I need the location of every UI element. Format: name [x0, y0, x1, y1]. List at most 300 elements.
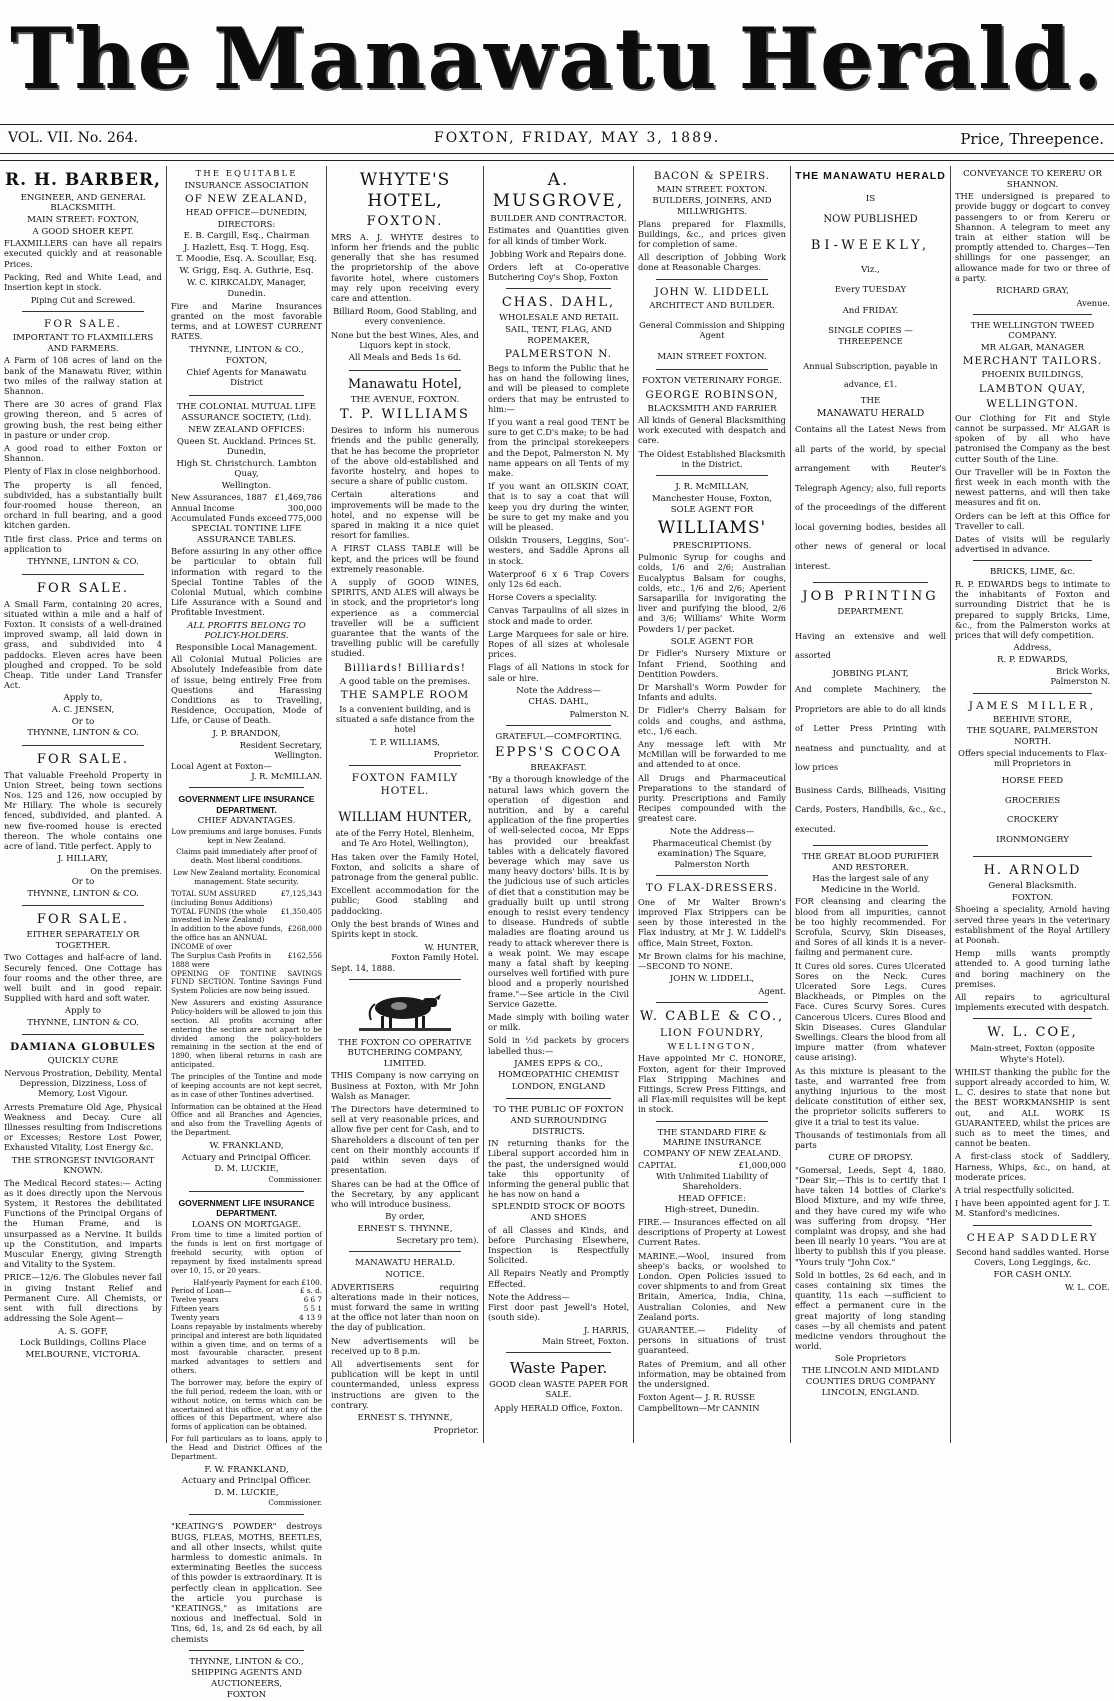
advert-address: PHOENIX BUILDINGS,: [981, 370, 1084, 381]
advert-title: OF NEW ZEALAND,: [185, 193, 308, 206]
colonial-mutual-advert: [171, 402, 322, 781]
advert-subtitle: CHIEF ADVANTAGES.: [197, 816, 296, 827]
spacer: [795, 297, 946, 305]
advert-signature: J. HILLARY,: [57, 854, 109, 865]
advert-text: Rates of Premium, and all other information, may be obtained from the undersigned.: [638, 1358, 786, 1390]
advert-signature: D. M. LUCKIE,: [214, 1487, 279, 1498]
advert-address: MAIN STREET FOXTON.: [657, 352, 767, 363]
advert-text: The property is all fenced, subdivided, has a substantially built four-roomed house thereon, an orchard in full bearing, and a good kitchen garden.: [4, 479, 162, 531]
advert-title: A. MUSGROVE,: [492, 170, 625, 211]
advert-signature-town: LONDON, ENGLAND: [511, 1081, 606, 1092]
advert-signature-role: Agent.: [758, 985, 786, 996]
advert-signature-role: Secretary pro tem).: [396, 1235, 479, 1246]
advert-title: R. H. BARBER,: [5, 170, 161, 190]
advert-text: FLAXMILLERS can have all repairs executed quickly and at reasonable Prices.: [4, 238, 162, 269]
advert-text: Contains all the Latest News from all parts of the world, by special arrangement with Reuter's Telegraph Agency; also, full reports of the proceedings of the different local governing bodies, besides all other news of general or local interest.: [795, 424, 946, 571]
advert-title: INSURANCE ASSOCIATION: [184, 180, 309, 191]
advert-text: New Assurers and existing Assurance Policy-holders will be allowed to join this section. All profits accruing after entering the section are not apart to be divided among the policy-holders remaining in the section at the end of 1890, when liberal returns in cash are anticipated.: [171, 998, 322, 1070]
advert-subtitle: EITHER SEPARATELY OR TOGETHER.: [26, 930, 140, 951]
advert-text: Shares can be had at the Office of the Secretary, by any applicant who will introduce business.: [331, 1178, 479, 1209]
table-cell: 5 5 1: [303, 1304, 322, 1314]
advert-list-item: HORSE FEED: [1001, 775, 1064, 786]
advert-signature: THYNNE, LINTON & CO.,: [189, 344, 304, 355]
advert-text: SINGLE COPIES — THREEPENCE: [828, 326, 913, 347]
stat-value: 300,000: [287, 502, 322, 513]
advert-title: J. R. McMILLAN,: [675, 482, 749, 493]
foxton-family-hotel-advert: [331, 772, 479, 972]
advert-subtitle: BEEHIVE STORE,: [992, 714, 1073, 725]
advert-text: Sold in ½d packets by grocers labelled thus:—: [488, 1035, 629, 1056]
spacer: [795, 185, 946, 193]
table-header: Half-yearly Payment for each £100.: [193, 1277, 322, 1287]
advert-signature-role: Foxton Family Hotel.: [391, 952, 479, 963]
advert-text: "By a thorough knowledge of the natural laws which govern the operation of digestion and nutrition, and by a careful application of the fine properties of well-selected cocoa, Mr Epps has provided our breakfast tables with a delicately flavored beverage which may save us many heavy doctors' bills. It is by the judicious use of such articles of diet that a constitution may be gradually built up until strong enough to resist every tendency to disease. Hundreds of subtle maladies are floating around us ready to attack wherever there is a weak point. We may escape many a fatal shaft by keeping ourselves well fortified with pure blood and a properly nourished frame."—See article in the Civil Service Gazette.: [488, 774, 629, 1009]
advert-title: THE EQUITABLE: [195, 169, 298, 179]
separator: [506, 725, 611, 726]
advert-text: Before assuring in any other office be particular to obtain full information with regard to the Special Tontine Tables of the Colonial Mutual, which combine Life Assurance with a Sound and Profitable Investment.: [171, 546, 322, 618]
advert-title: FOR SALE.: [44, 318, 122, 331]
separator: [506, 1352, 611, 1353]
advert-address: THE AVENUE, FOXTON.: [350, 394, 460, 405]
advert-title: FOXTON FAMILY HOTEL.: [351, 772, 459, 798]
advert-text: Oilskin Trousers, Leggins, Sou'-westers, and Saddle Aprons all in stock.: [488, 535, 629, 566]
advert-text: Orders left at Co-operative Butchering Coy's Shop, Foxton: [488, 261, 629, 283]
advert-signature: THYNNE, LINTON & CO.: [27, 728, 139, 739]
james-miller-advert: [955, 700, 1110, 851]
advert-subtitle: THE SAMPLE ROOM: [340, 689, 470, 702]
advert-text: PRICE—12/6. The Globules never fail in giving Instant Relief and Permanent Cure. All Chemists, or sent with full directions by addressing the Sole Agent—: [4, 1272, 162, 1324]
advert-text: All Meals and Beds 1s 6d.: [348, 353, 462, 364]
advert-signature-address: Main Street, Foxton.: [542, 1335, 629, 1346]
advert-subtitle: SPLENDID STOCK OF BOOTS AND SHOES: [491, 1202, 626, 1223]
advert-text: A Small Farm, containing 20 acres, situated within a mile and a half of Foxton. It consists of a well-drained improved swamp, all laid down in grass, and subdivided into 4 paddocks. Eleven acres have been ploughed and cropped. To be sold Cheap. Title under Land Transfer Act.: [4, 598, 162, 691]
advert-subtitle: BI-WEEKLY,: [810, 237, 931, 253]
spacer: [638, 343, 786, 351]
dateline: [0, 128, 1114, 150]
advert-office: Queen St. Auckland. Princes St. Dunedin,: [176, 436, 317, 458]
advert-text: Information can be obtained at the Head Office and all Branches and Agencies, and also from the Travelling Agents of the Department.: [171, 1101, 322, 1138]
table-cell: 4 13 9: [299, 1313, 322, 1323]
advert-text: of all Classes and Kinds, and before Purchasing Elsewhere, Inspection is Respectfully Solicited.: [488, 1224, 629, 1266]
advert-text: Packing, Red and White Lead, and Insertion kept in stock.: [4, 271, 162, 292]
herald-publication-advert: [795, 170, 946, 576]
advert-text: The Oldest Established Blacksmith in the District.: [638, 448, 786, 469]
small-farm-advert: [4, 581, 162, 739]
spacer: [795, 205, 946, 213]
advert-subtitle: ARCHITECT AND BUILDER.: [649, 300, 775, 311]
issue-date: FOXTON, FRIDAY, MAY 3, 1889.: [434, 130, 721, 146]
separator: [189, 1650, 304, 1651]
stat-value: £1,350,405: [280, 906, 322, 916]
separator: [813, 845, 928, 846]
bacon-speirs-advert: [638, 170, 786, 273]
advert-text: Our Clothing for Fit and Style cannot be surpassed. Mr ALGAR is spoken of by all who have patronised the Company as the best cutter South of the Line.: [955, 412, 1110, 464]
advert-text: Dr Fidler's Cherry Balsam for colds and coughs, and asthma, etc., 1/6 each.: [638, 705, 786, 736]
advert-or: Or to: [71, 877, 95, 888]
stat-row: [171, 952, 322, 970]
wellington-tweed-advert: [955, 321, 1110, 555]
stat-label: TOTAL SUM ASSURED (including Bonus Additions): [171, 888, 273, 907]
advert-signature-role: Commissioner.: [268, 1498, 322, 1508]
separator: [22, 1034, 144, 1035]
advert-text: A FIRST CLASS TABLE will be kept, and the prices will be found extremely reasonable.: [331, 543, 479, 574]
advert-text: Offers special inducements to Flax-mill Proprietors in: [958, 748, 1107, 769]
advert-text: The Medical Record states:— Acting as it does directly upon the Nervous System, it Restores the debilitated Functions of the Principal Organs of the Human Frame, and is unsurpassed as a Nervine. It builds up the Constitution, and imparts Muscular Energy, giving Strength and Vitality to the System.: [4, 1177, 162, 1270]
separator: [656, 1121, 768, 1122]
advert-text: Only the best brands of Wines and Spirits kept in stock.: [331, 918, 479, 939]
advert-address: THE SQUARE, PALMERSTON NORTH.: [966, 726, 1099, 747]
advert-text: Plenty of Flax in close neighborhood.: [4, 466, 161, 477]
stat-label: TOTAL FUNDS (the whole invested in New Zealand): [171, 906, 268, 925]
advert-text: OPENING OF TONTINE SAVINGS FUND SECTION. Tontine Savings Fund System Policies are now being issued.: [171, 968, 322, 996]
masthead-rule: [0, 124, 1114, 125]
keatings-powder-advert: [171, 1521, 322, 1643]
stat-value: £7,125,343: [280, 888, 322, 898]
advert-subtitle: General Blacksmith.: [988, 881, 1077, 892]
cow-engraving-icon: [359, 986, 451, 1034]
advert-title: TO THE PUBLIC OF FOXTON AND SURROUNDING DISTRICTS.: [493, 1105, 624, 1137]
advert-signature-role: Proprietor.: [433, 1424, 479, 1435]
advert-text: All advertisements sent for publication will be kept in until countermanded, unless express instructions are given to the contrary.: [331, 1358, 479, 1410]
advert-text: And complete Machinery, the Proprietors are able to do all kinds of Letter Press Printing with neatness and punctuality, and at low prices: [795, 684, 946, 773]
separator: [22, 311, 144, 312]
advert-subtitle: NOTICE.: [385, 1270, 425, 1280]
advert-text: With Unlimited Liability of Shareholders.: [656, 1170, 768, 1191]
stat-row: [171, 513, 322, 523]
advert-title: DAMIANA GLOBULES: [10, 1041, 156, 1054]
advert-text: Is a convenient building, and is situated a safe distance from the hotel: [335, 703, 475, 735]
advert-signature: Foxton Agent— J. R. RUSSE: [638, 1392, 756, 1403]
separator: [22, 574, 144, 575]
advert-title: CONVEYANCE TO KERERU OR SHANNON.: [963, 169, 1102, 190]
advert-signature: THE LINCOLN AND MIDLAND COUNTIES DRUG COMPANY: [801, 1366, 940, 1387]
advert-offices-label: NEW ZEALAND OFFICES:: [188, 425, 305, 435]
advert-subtitle: ALL PROFITS BELONG TO POLICY-HOLDERS.: [187, 620, 306, 642]
advert-subtitle: SHIPPING AGENTS AND AUCTIONEERS,: [191, 1668, 302, 1689]
manawatu-hotel-advert: [331, 377, 479, 760]
advert-subtitle: ENGINEER, AND GENERAL BLACKSMITH.: [20, 192, 146, 214]
advert-pretitle: GRATEFUL—COMFORTING.: [495, 732, 622, 743]
advert-text: Dr Fidler's Nursery Mixture or Infant Friend, Soothing and Dentition Powders.: [638, 648, 786, 679]
stat-value: 775,000: [287, 512, 322, 523]
advert-subtitle: LOANS ON MORTGAGE.: [191, 1219, 302, 1230]
advert-text: Horse Covers a speciality.: [488, 592, 597, 603]
advert-text: A supply of GOOD WINES, SPIRITS, AND ALES will always be in stock, and the proprietor's long experience as a commercial traveller will be a sufficient guarantee that the wants of the travelling public will be carefully studied.: [331, 576, 479, 659]
advert-town: WELLINGTON.: [986, 397, 1079, 410]
advert-text: IS: [865, 193, 876, 204]
table-cell: Twenty years: [171, 1313, 220, 1323]
advert-office: Wellington.: [221, 480, 272, 491]
shipping-agents-advert: [171, 1657, 322, 1701]
advert-town: PALMERSTON N.: [504, 348, 613, 361]
column-4: [484, 166, 633, 1441]
advert-subtitle: HEAD OFFICE:: [678, 1193, 746, 1204]
advert-signature: ERNEST S. THYNNE,: [357, 1223, 453, 1234]
advert-apply: Apply to: [64, 1006, 102, 1017]
advert-text: ate of the Ferry Hotel, Blenheim, and Te Aro Hotel, Wellington),: [335, 828, 475, 849]
advert-subtitle: IMPORTANT TO FLAXMILLERS AND FARMERS.: [12, 333, 154, 354]
advert-title: BRICKS, LIME, &c.: [989, 567, 1076, 578]
advert-text: A trial respectfully solicited.: [955, 1185, 1075, 1196]
separator: [506, 288, 611, 289]
advert-text: Title first class. Price and terms on application to: [4, 533, 162, 554]
column-6: [791, 166, 950, 1441]
advert-text: NOW PUBLISHED: [823, 214, 918, 226]
advert-text: Two Cottages and half-acre of land. Securely fenced. One Cottage has four rooms and the other three, are well built and in good repair. Supplied with hard and soft water.: [4, 952, 162, 1004]
cable-foundry-advert: [638, 1009, 786, 1115]
advert-text: All description of Jobbing Work done at Reasonable Charges.: [638, 252, 786, 273]
masthead-word-the: The: [10, 9, 194, 108]
advert-signature: JOHN W. LIDDELL,: [669, 974, 755, 985]
advert-title: FOR SALE.: [36, 751, 130, 767]
advert-title: THE COLONIAL MUTUAL LIFE: [177, 401, 316, 412]
advert-signature-address: Avenue.: [1076, 297, 1110, 308]
masthead-word-herald: Herald.: [738, 9, 1104, 108]
advert-title: THE MANAWATU HERALD: [795, 170, 946, 182]
advert-title: H. ARNOLD: [983, 863, 1082, 879]
spacer: [795, 228, 946, 236]
advert-text: Apply HERALD Office, Foxton.: [494, 1402, 623, 1413]
advert-subtitle: THE STRONGEST INVIGORANT KNOWN.: [11, 1155, 155, 1177]
separator: [22, 745, 144, 746]
advert-title: EPPS'S COCOA: [494, 744, 623, 760]
advert-address: MELBOURNE, VICTORIA.: [25, 1349, 141, 1360]
advert-signature-role: Proprietor.: [433, 749, 479, 760]
advert-signature: A. S. GOFF,: [58, 1326, 108, 1337]
liddell-advert: [638, 286, 786, 363]
advert-signature: T. P. WILLIAMS,: [370, 737, 440, 748]
advert-subtitle: BUILDERS, JOINERS, AND MILLWRIGHTS.: [652, 196, 772, 218]
advert-address: Manchester House, Foxton,: [651, 493, 773, 504]
advert-title: GOVERNMENT LIFE INSURANCE DEPARTMENT.: [178, 1197, 315, 1219]
advert-town: FOXTON: [226, 1690, 267, 1701]
freehold-property-advert: [4, 752, 162, 900]
advert-signature-town: Wellington.: [274, 750, 322, 761]
advert-text: Every TUESDAY: [834, 285, 907, 296]
advert-text: Thousands of testimonials from all parts: [795, 1129, 946, 1151]
bricks-lime-advert: [955, 567, 1110, 686]
column-3: [327, 166, 483, 1441]
advert-subtitle: PRESCRIPTIONS.: [672, 540, 752, 551]
advert-text: Second hand saddles wanted. Horse Covers, Long Leggings, &c.: [956, 1246, 1109, 1267]
separator: [656, 279, 768, 280]
equitable-insurance-advert: [171, 169, 322, 389]
advert-text: GUARANTEE.— Fidelity of persons in situations of trust guaranteed.: [638, 1325, 786, 1356]
separator: [656, 475, 768, 476]
advert-subtitle: SOLE AGENT FOR: [670, 636, 754, 647]
advert-text: New advertisements will be received up to 8 p.m.: [331, 1335, 479, 1356]
government-loans-advert: [171, 1198, 322, 1509]
spacer: [795, 619, 946, 627]
column-2: [167, 166, 326, 1701]
advert-text: That valuable Freehold Property in Union Street, being town sections Nos. 125 and 126, now occupied by Mr Hillary. The whole is securely fenced, subdivided, and planted. A new five-roomed house is erected thereon. The whole contains one acre of land. Title perfect. Apply to: [4, 769, 162, 852]
advert-text: Canvas Tarpaulins of all sizes in stock and made to order.: [488, 605, 629, 626]
advert-subtitle: BLACKSMITH AND FARRIER: [647, 403, 777, 414]
advert-signature: THYNNE, LINTON & CO.: [27, 888, 139, 899]
advert-text: Business Cards, Billheads, Visiting Cards, Posters, Handbills, &c., &c., executed.: [795, 784, 946, 834]
separator: [506, 1098, 611, 1099]
advert-proprietor: WILLIAM HUNTER,: [338, 810, 472, 826]
advert-text: Piping Cut and Screwed.: [30, 295, 136, 306]
advert-text: One of Mr Walter Brown's improved Flax Strippers can be seen by those interested in the Flax industry, at Mr J. W. Liddell's office, Main Street, Foxton.: [638, 896, 786, 948]
advert-text: Flags of all Nations in stock for sale or hire.: [488, 662, 629, 683]
stat-row: [171, 908, 322, 926]
advert-title: BACON & SPEIRS.: [653, 170, 771, 182]
advert-text: A first-class stock of Saddlery, Harness, Whips, &c., on hand, at moderate prices.: [955, 1151, 1110, 1182]
masthead-word-manawatu: Manawatu: [213, 9, 719, 108]
advert-subtitle: Billiards! Billiards!: [344, 661, 466, 674]
advert-subtitle: CURE OF DROPSY.: [828, 1153, 913, 1164]
advert-text: Nervous Prostration, Debility, Mental Depression, Dizziness, Loss of Memory, Lost Vigour.: [4, 1067, 162, 1099]
advert-date: Sept. 14, 1888.: [331, 962, 396, 973]
advert-text: Our Traveller will be in Foxton the first week in each month with the newest patterns, and will then take measures and fit on.: [955, 466, 1110, 508]
separator: [349, 370, 461, 371]
advert-text: Shoeing a speciality, Arnold having served three years in the veterinary establishment of the Royal Artillery at Poonah.: [955, 904, 1110, 945]
advert-text: WHILST thanking the public for the support already accorded to him, W. L. C. desires to state that none but the BEST WORKMANSHIP is sent out, and ALL WORK IS GUARANTEED, whilst the prices are such as to meet the times, and cannot be beaten.: [955, 1066, 1110, 1149]
advert-text: GOOD clean WASTE PAPER FOR SALE.: [489, 1379, 628, 1400]
advert-subtitle: SOLE AGENT FOR: [670, 505, 754, 516]
advert-text: All Colonial Mutual Policies are Absolutely Indefeasible from date of issue, being entirely Free from Questions and Harassing Conditions as to Travelling, Residence, Occupation, Mode of Life, or Cause of Death.: [171, 654, 322, 726]
advert-text: Pharmaceutical Chemist (by examination) The Square, Palmerston North: [652, 838, 772, 869]
capital-label: CAPITAL: [638, 1160, 676, 1171]
advert-signature-role: Resident Secretary,: [239, 740, 322, 751]
advert-list-item: IRONMONGERY: [996, 835, 1069, 846]
advert-list-item: CROCKERY: [1006, 815, 1059, 826]
advert-title: FOR SALE.: [36, 580, 130, 596]
advert-signature: JAMES EPPS & CO.,: [514, 1058, 603, 1069]
advert-text: All Drugs and Pharmaceutical Preparations to the standard of purity. Prescriptions and Family Recipes compounded with the greatest care.: [638, 772, 786, 824]
advert-signature-role: Commissioner.: [268, 1174, 322, 1184]
advert-manager: MR ALGAR, MANAGER: [980, 342, 1085, 353]
advert-director: J. Hazlett, Esq. T. Hogg, Esq.: [183, 242, 310, 253]
conveyance-advert: [955, 169, 1110, 308]
advert-text: Desires to inform his numerous friends and the public generally, that he has become the proprietor of the above old-established and favorite hostelry, and hopes to secure a share of public custom.: [331, 425, 479, 487]
separator: [349, 1251, 461, 1252]
advert-subtitle: Has the largest sale of any Medicine in the World.: [812, 874, 929, 895]
advert-signature: Campbelltown—Mr CANNIN: [638, 1402, 760, 1413]
stat-label: Accumulated Funds exceed: [171, 512, 287, 523]
advert-address: LAMBTON QUAY,: [978, 382, 1087, 395]
advert-address-label: Address,: [1013, 643, 1052, 654]
advert-text: Low New Zealand mortality. Economical management. State security.: [172, 868, 321, 886]
advert-signature: ERNEST S. THYNNE,: [357, 1413, 453, 1423]
advert-text: Dr Marshall's Worm Powder for Infants and adults.: [638, 682, 786, 703]
separator: [189, 787, 304, 788]
separator: [973, 693, 1092, 694]
capital-row: [638, 1160, 786, 1170]
advert-signature: W. HUNTER,: [424, 942, 479, 953]
advert-text: Dates of visits will be regularly advertised in advance.: [955, 533, 1110, 555]
farm-for-sale-advert: [4, 318, 162, 567]
standard-fire-insurance-advert: [638, 1128, 786, 1413]
advert-signature: W. FRANKLAND,: [209, 1141, 284, 1152]
separator: [656, 369, 768, 370]
advert-text: If you want an OILSKIN COAT, that is to say a coat that will keep you dry during the winter, be sure to get my make and you will be pleased.: [488, 481, 629, 533]
separator: [973, 1225, 1092, 1226]
advert-title: WHYTE'S HOTEL,: [359, 170, 451, 211]
separator: [656, 1002, 768, 1003]
stat-label: Annual Income: [171, 502, 235, 513]
advert-text: None but the best Wines, Ales, and Liquors kept in stock.: [331, 329, 479, 350]
boots-shoes-advert: [488, 1105, 629, 1345]
stat-row: [171, 890, 322, 908]
stat-row: [171, 925, 322, 952]
column-7: [951, 166, 1114, 1441]
advert-text: Viz.,: [861, 264, 880, 275]
advert-office: High St. Christchurch. Lambton Quay,: [176, 458, 317, 480]
advert-address: MAIN STREET: FOXTON,: [27, 215, 139, 226]
advert-head-office: HEAD OFFICE—DUNEDIN,: [185, 208, 308, 219]
advert-text: Sold in bottles, 2s 6d each, and in cases containing six times the quantity, 11s each —sufficient to effect a permanent cure in the great majority of long standing cases —by all chemists and patent medicine vendors throughout the world.: [795, 1269, 946, 1352]
advert-title: FOXTON VETERINARY FORGE.: [641, 376, 783, 387]
advert-title: JAMES MILLER,: [968, 699, 1097, 712]
advert-local-agent: Local Agent at Foxton—: [171, 760, 272, 771]
wl-coe-advert: [955, 1025, 1110, 1218]
advert-address: MAIN STREET. FOXTON.: [656, 184, 768, 195]
job-printing-advert: [795, 589, 946, 839]
advert-text: "KEATING'S POWDER" destroys BUGS, FLEAS, MOTHS, BEETLES, and all other insects, whilst quite harmless to domestic animals. In exterminating Beetles the success of this powder is extraordinary. It is perfectly clean in application. See the article you purchase is "KEATINGS," as imitations are noxious and ineffectual. Sold in Tins, 6d, 1s, and 2s 6d each, by all chemists: [171, 1521, 322, 1644]
advert-title: Manawatu Hotel,: [347, 376, 463, 392]
advert-title: W. L. COE,: [987, 1025, 1078, 1041]
advert-text: Excellent accommodation for the public; Good stabling and paddocking.: [331, 885, 479, 916]
veterinary-forge-advert: [638, 376, 786, 469]
spacer: [795, 276, 946, 284]
advert-text: MARINE.—Wool, insured from sheep's backs, or woolshed to London. Open Policies issued to cover shipments to and from Great Britain, America, India, China, Australian Colonies, and New Zealand ports.: [638, 1250, 786, 1322]
advert-text: And FRIDAY.: [842, 305, 899, 316]
separator: [813, 582, 928, 583]
advert-text: Waterproof 6 x 6 Trap Covers only 12s 6d each.: [488, 568, 629, 590]
advert-text: Claims paid immediately after proof of death. Most liberal conditions.: [176, 847, 317, 866]
advert-title: CHAS. DAHL,: [501, 295, 616, 311]
advert-note: Note the Address—: [669, 826, 755, 837]
table-cell: Twelve years: [171, 1295, 219, 1305]
advert-list-item: GROCERIES: [1004, 795, 1061, 806]
whytes-hotel-advert: [331, 170, 479, 364]
stat-label: The Surplus Cash Profits in 1888 were: [171, 950, 272, 969]
separator: [973, 560, 1092, 561]
advert-signature: F. W. FRANKLAND,: [204, 1464, 289, 1475]
advert-text: IN returning thanks for the Liberal support accorded him in the past, the undersigned would take this opportunity of informing the general public that he has now on hand a: [488, 1138, 629, 1200]
advert-text: All kinds of General Blacksmithing work executed with despatch and care.: [638, 415, 786, 446]
advert-subtitle: QUICKLY CURE: [47, 1056, 119, 1067]
advert-signature: THYNNE, LINTON & CO.: [27, 1017, 139, 1028]
advert-signature: J. P. BRANDON,: [212, 728, 281, 739]
spacer: [795, 256, 946, 264]
stat-label: New Assurances, 1887: [171, 492, 268, 503]
separator: [189, 1514, 304, 1515]
separator: [189, 1191, 304, 1192]
spacer: [795, 349, 946, 357]
advert-subtitle: DEPARTMENT.: [837, 607, 904, 618]
advert-title: Waste Paper.: [509, 1358, 608, 1377]
advert-town: FOXTON.: [366, 213, 444, 229]
advert-text: For full particulars as to loans, apply to the Head and District Offices of the Department.: [171, 1434, 322, 1461]
advert-text: Pulmonic Syrup for coughs and colds, 1/6 and 2/6; Australian Eucalyptus Balsam for coughs, colds, etc., 1/6 and 2/6; Aperient Sarsaparilla for invigorating the liver and purifying the blood, 2/6 and 3/6; Williams' White Worm Powders 1/ per packet.: [638, 552, 786, 634]
advert-on-premises: On the premises.: [90, 865, 162, 876]
advert-signature: RICHARD GRAY,: [996, 285, 1069, 296]
advert-signature-town: FOXTON,: [225, 356, 268, 367]
separator: [349, 979, 461, 980]
advert-title: JOHN W. LIDDELL: [654, 285, 770, 298]
advert-directors-label: DIRECTORS:: [217, 219, 276, 230]
advert-subtitle: FOR CASH ONLY.: [993, 1269, 1072, 1280]
dateline-rule-top: [0, 153, 1114, 154]
advert-text: Hemp mills wants promptly attended to. A good turning lathe and boring machinery on the premises.: [955, 948, 1110, 989]
advert-title: THYNNE, LINTON & CO.,: [189, 1656, 304, 1667]
advert-signature: D. M. LUCKIE,: [214, 1164, 279, 1175]
advert-subtitle: WHOLESALE AND RETAIL: [499, 313, 618, 324]
advert-director: T. Moodie, Esq. A. Scoullar, Esq.: [176, 254, 317, 265]
